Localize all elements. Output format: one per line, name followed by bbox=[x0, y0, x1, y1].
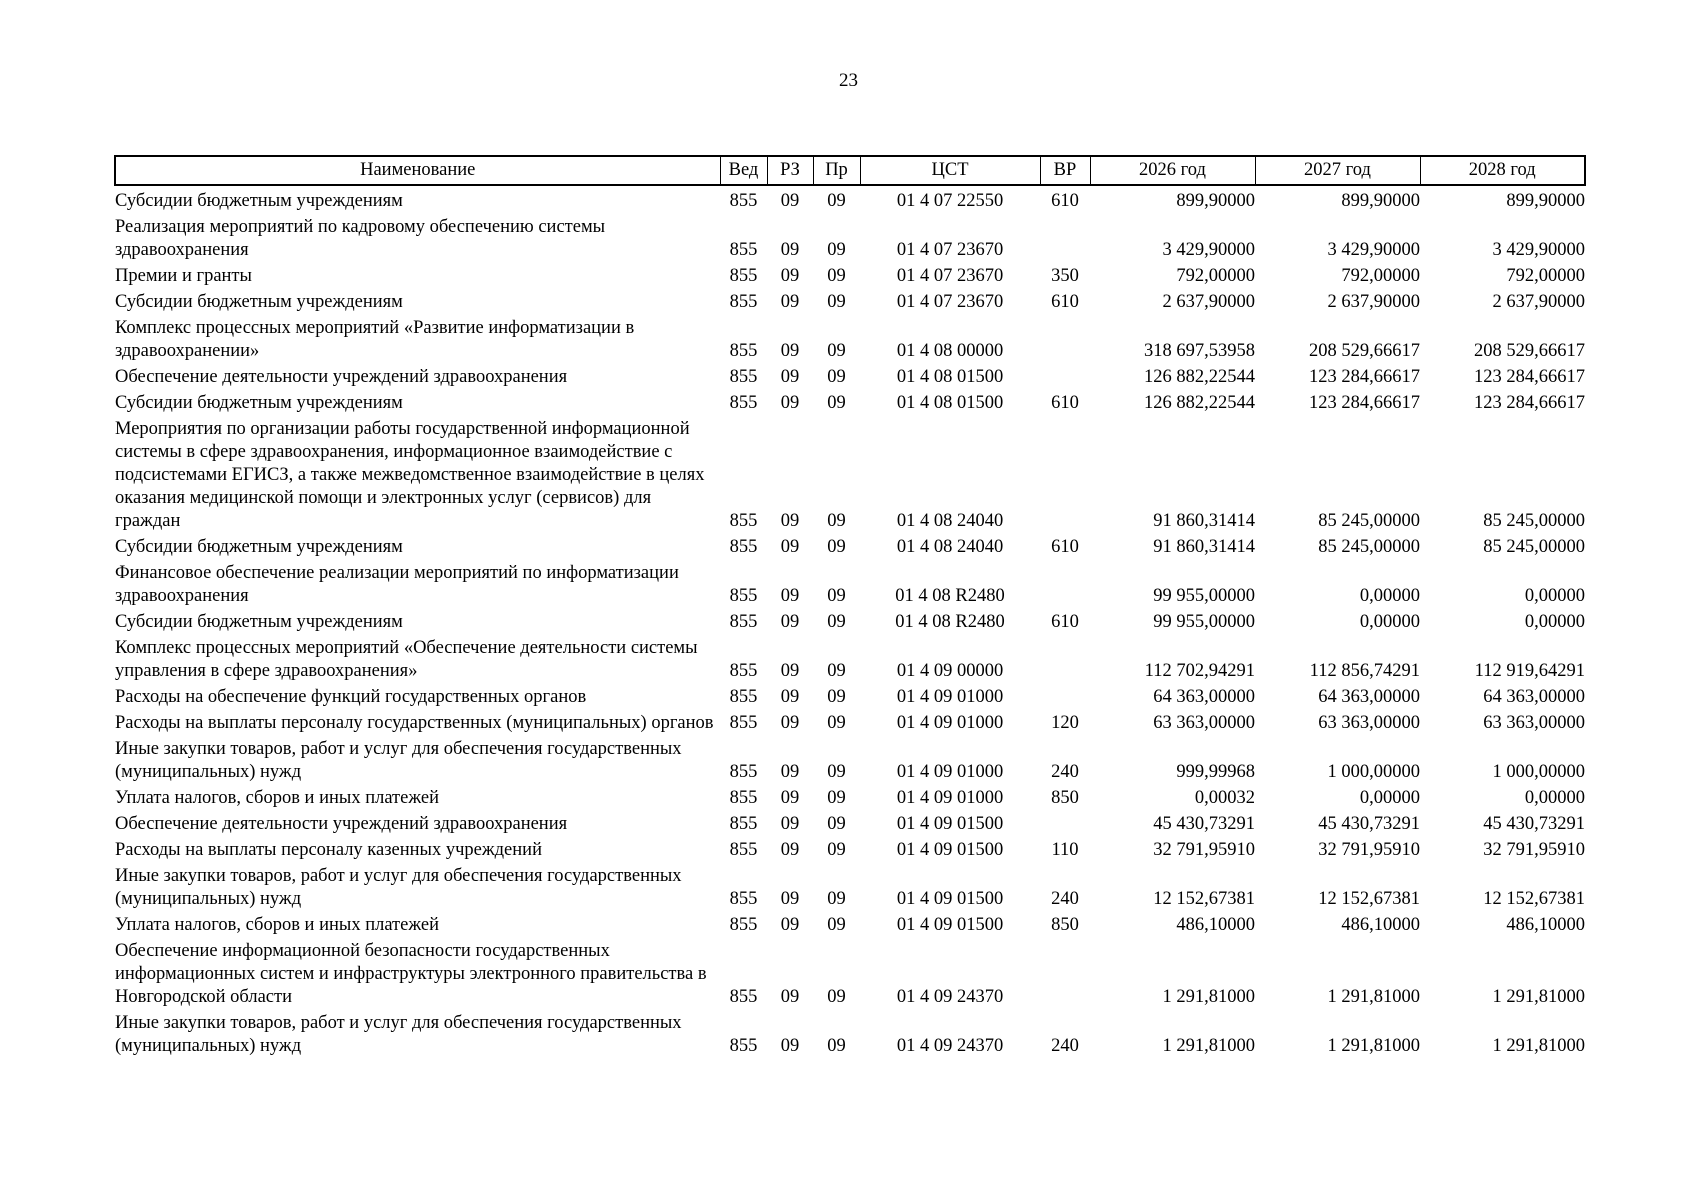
row-2027: 1 000,00000 bbox=[1327, 762, 1420, 782]
row-2027: 85 245,00000 bbox=[1318, 537, 1420, 557]
row-vr: 610 bbox=[1051, 393, 1079, 413]
row-pr: 09 bbox=[827, 762, 846, 782]
row-ved: 855 bbox=[729, 987, 758, 1007]
row-rz: 09 bbox=[780, 191, 800, 211]
row-2027: 63 363,00000 bbox=[1318, 713, 1420, 733]
row-rz: 09 bbox=[780, 687, 800, 707]
row-name: Субсидии бюджетным учреждениям bbox=[115, 537, 403, 557]
row-ved: 855 bbox=[729, 586, 758, 606]
row-ved: 855 bbox=[729, 292, 758, 312]
row-name: Расходы на обеспечение функций государственных органов bbox=[115, 687, 587, 707]
row-2026: 486,10000 bbox=[1176, 915, 1255, 935]
row-cst: 01 4 09 24370 bbox=[896, 987, 1004, 1007]
row-rz: 09 bbox=[780, 814, 800, 834]
header-2026: 2026 год bbox=[1090, 156, 1255, 185]
row-vr: 240 bbox=[1051, 1036, 1079, 1056]
row-2026: 99 955,00000 bbox=[1153, 612, 1255, 632]
header-name: Наименование bbox=[115, 156, 720, 185]
row-ved: 855 bbox=[729, 240, 758, 260]
table-row bbox=[115, 839, 1585, 865]
row-cst: 01 4 07 22550 bbox=[896, 191, 1004, 211]
row-vr: 240 bbox=[1051, 889, 1079, 909]
row-2028: 85 245,00000 bbox=[1483, 537, 1585, 557]
row-vr bbox=[1040, 940, 1090, 1012]
row-rz: 09 bbox=[780, 612, 800, 632]
header-2028: 2028 год bbox=[1420, 156, 1585, 185]
row-rz: 09 bbox=[780, 661, 800, 681]
row-2027: 0,00000 bbox=[1359, 586, 1420, 606]
row-vr: 850 bbox=[1051, 915, 1079, 935]
row-rz: 09 bbox=[780, 341, 800, 361]
row-pr: 09 bbox=[827, 687, 846, 707]
row-name: Реализация мероприятий по кадровому обеспечению системы здравоохранения bbox=[115, 217, 606, 260]
row-name: Премии и гранты bbox=[115, 266, 252, 286]
row-cst: 01 4 09 01000 bbox=[896, 762, 1004, 782]
header-cst: ЦСТ bbox=[860, 156, 1040, 185]
row-2028: 0,00000 bbox=[1524, 612, 1585, 632]
row-cst: 01 4 08 00000 bbox=[896, 341, 1004, 361]
row-name: Обеспечение деятельности учреждений здравоохранения bbox=[115, 367, 568, 387]
row-2027: 208 529,66617 bbox=[1309, 341, 1420, 361]
row-2028: 899,90000 bbox=[1506, 191, 1585, 211]
row-2027: 112 856,74291 bbox=[1309, 661, 1420, 681]
row-vr bbox=[1040, 317, 1090, 366]
row-cst: 01 4 09 01500 bbox=[896, 840, 1004, 860]
row-rz: 09 bbox=[780, 1036, 800, 1056]
table-row bbox=[115, 317, 1585, 366]
row-vr: 110 bbox=[1051, 840, 1079, 860]
row-cst: 01 4 09 01000 bbox=[896, 713, 1004, 733]
row-vr: 350 bbox=[1051, 266, 1079, 286]
row-2027: 0,00000 bbox=[1359, 612, 1420, 632]
row-pr: 09 bbox=[827, 788, 846, 808]
row-2028: 123 284,66617 bbox=[1474, 393, 1585, 413]
table-row bbox=[115, 865, 1585, 914]
table-row bbox=[115, 216, 1585, 265]
row-ved: 855 bbox=[729, 762, 758, 782]
row-vr bbox=[1040, 686, 1090, 712]
row-pr: 09 bbox=[827, 266, 846, 286]
row-cst: 01 4 09 24370 bbox=[896, 1036, 1004, 1056]
row-name: Субсидии бюджетным учреждениям bbox=[115, 292, 403, 312]
row-pr: 09 bbox=[827, 367, 846, 387]
row-ved: 855 bbox=[729, 266, 758, 286]
row-2027: 0,00000 bbox=[1359, 788, 1420, 808]
row-ved: 855 bbox=[729, 788, 758, 808]
row-ved: 855 bbox=[729, 687, 758, 707]
row-vr bbox=[1040, 418, 1090, 536]
header-2027: 2027 год bbox=[1255, 156, 1420, 185]
row-pr: 09 bbox=[827, 586, 846, 606]
row-2028: 0,00000 bbox=[1524, 586, 1585, 606]
row-rz: 09 bbox=[780, 266, 800, 286]
row-2026: 45 430,73291 bbox=[1153, 814, 1255, 834]
row-pr: 09 bbox=[827, 713, 846, 733]
row-2026: 99 955,00000 bbox=[1153, 586, 1255, 606]
row-name: Уплата налогов, сборов и иных платежей bbox=[115, 915, 440, 935]
table-row bbox=[115, 787, 1585, 813]
row-2028: 1 291,81000 bbox=[1492, 987, 1585, 1007]
row-2027: 12 152,67381 bbox=[1318, 889, 1420, 909]
row-rz: 09 bbox=[780, 713, 800, 733]
row-pr: 09 bbox=[827, 393, 846, 413]
row-ved: 855 bbox=[729, 537, 758, 557]
row-2026: 126 882,22544 bbox=[1144, 367, 1255, 387]
row-rz: 09 bbox=[780, 987, 800, 1007]
table-row bbox=[115, 813, 1585, 839]
table-row bbox=[115, 536, 1585, 562]
table-row bbox=[115, 738, 1585, 787]
row-cst: 01 4 09 01500 bbox=[896, 915, 1004, 935]
row-2028: 486,10000 bbox=[1506, 915, 1585, 935]
table-row bbox=[115, 418, 1585, 536]
row-ved: 855 bbox=[729, 341, 758, 361]
table-row bbox=[115, 637, 1585, 686]
row-rz: 09 bbox=[780, 586, 800, 606]
row-2026: 0,00032 bbox=[1194, 788, 1255, 808]
row-name: Обеспечение деятельности учреждений здравоохранения bbox=[115, 814, 568, 834]
row-2027: 792,00000 bbox=[1341, 266, 1420, 286]
row-ved: 855 bbox=[729, 393, 758, 413]
row-2026: 3 429,90000 bbox=[1162, 240, 1255, 260]
row-vr: 610 bbox=[1051, 537, 1079, 557]
row-pr: 09 bbox=[827, 341, 846, 361]
row-rz: 09 bbox=[780, 511, 800, 531]
row-cst: 01 4 07 23670 bbox=[896, 240, 1004, 260]
row-2028: 112 919,64291 bbox=[1474, 661, 1585, 681]
row-2027: 486,10000 bbox=[1341, 915, 1420, 935]
row-pr: 09 bbox=[827, 537, 846, 557]
row-pr: 09 bbox=[827, 612, 846, 632]
row-ved: 855 bbox=[729, 367, 758, 387]
row-name: Субсидии бюджетным учреждениям bbox=[115, 191, 403, 211]
row-name: Расходы на выплаты персоналу государственных (муниципальных) органов bbox=[115, 713, 714, 733]
row-ved: 855 bbox=[729, 889, 758, 909]
header-row bbox=[115, 156, 1585, 185]
header-ved: Вед bbox=[720, 156, 767, 185]
row-pr: 09 bbox=[827, 814, 846, 834]
row-name: Финансовое обеспечение реализации мероприятий по информатизации здравоохранения bbox=[115, 563, 679, 606]
row-rz: 09 bbox=[780, 915, 800, 935]
table-body bbox=[115, 185, 1585, 1061]
row-ved: 855 bbox=[729, 713, 758, 733]
row-2027: 123 284,66617 bbox=[1309, 367, 1420, 387]
row-cst: 01 4 09 01500 bbox=[896, 814, 1004, 834]
row-name: Комплекс процессных мероприятий «Развитие информатизации в здравоохранении» bbox=[115, 318, 635, 361]
row-2026: 12 152,67381 bbox=[1153, 889, 1255, 909]
table-row bbox=[115, 686, 1585, 712]
row-name: Субсидии бюджетным учреждениям bbox=[115, 612, 403, 632]
row-cst: 01 4 08 01500 bbox=[896, 393, 1004, 413]
row-2028: 32 791,95910 bbox=[1483, 840, 1585, 860]
row-2027: 85 245,00000 bbox=[1318, 511, 1420, 531]
row-2028: 3 429,90000 bbox=[1492, 240, 1585, 260]
row-rz: 09 bbox=[780, 537, 800, 557]
row-rz: 09 bbox=[780, 762, 800, 782]
table-row bbox=[115, 265, 1585, 291]
row-2028: 208 529,66617 bbox=[1474, 341, 1585, 361]
table-row bbox=[115, 712, 1585, 738]
table-row bbox=[115, 940, 1585, 1012]
row-2026: 91 860,31414 bbox=[1153, 537, 1255, 557]
row-2028: 45 430,73291 bbox=[1483, 814, 1585, 834]
row-2028: 64 363,00000 bbox=[1483, 687, 1585, 707]
row-pr: 09 bbox=[827, 240, 846, 260]
row-pr: 09 bbox=[827, 661, 846, 681]
row-pr: 09 bbox=[827, 889, 846, 909]
row-2027: 45 430,73291 bbox=[1318, 814, 1420, 834]
row-2027: 899,90000 bbox=[1341, 191, 1420, 211]
row-2026: 1 291,81000 bbox=[1162, 1036, 1255, 1056]
row-2026: 792,00000 bbox=[1176, 266, 1255, 286]
row-cst: 01 4 09 01000 bbox=[896, 788, 1004, 808]
row-name: Обеспечение информационной безопасности государственных информационных систем и инфраструктуры электронного правительства в Новгородской области bbox=[115, 941, 707, 1007]
row-rz: 09 bbox=[780, 292, 800, 312]
row-2028: 792,00000 bbox=[1506, 266, 1585, 286]
header-pr: Пр bbox=[813, 156, 860, 185]
row-rz: 09 bbox=[780, 240, 800, 260]
row-cst: 01 4 08 01500 bbox=[896, 367, 1004, 387]
row-rz: 09 bbox=[780, 840, 800, 860]
row-2026: 32 791,95910 bbox=[1153, 840, 1255, 860]
row-2027: 123 284,66617 bbox=[1309, 393, 1420, 413]
row-2028: 63 363,00000 bbox=[1483, 713, 1585, 733]
row-2027: 1 291,81000 bbox=[1327, 987, 1420, 1007]
row-rz: 09 bbox=[780, 788, 800, 808]
row-name: Иные закупки товаров, работ и услуг для обеспечения государственных (муниципальных) нужд bbox=[115, 866, 682, 909]
row-2028: 1 000,00000 bbox=[1492, 762, 1585, 782]
row-2026: 2 637,90000 bbox=[1162, 292, 1255, 312]
row-rz: 09 bbox=[780, 889, 800, 909]
row-vr: 610 bbox=[1051, 612, 1079, 632]
row-2026: 899,90000 bbox=[1176, 191, 1255, 211]
row-vr bbox=[1040, 366, 1090, 392]
row-2028: 2 637,90000 bbox=[1492, 292, 1585, 312]
header-rz: РЗ bbox=[767, 156, 813, 185]
row-name: Комплекс процессных мероприятий «Обеспечение деятельности системы управления в сфере здравоохранения» bbox=[115, 638, 698, 681]
row-2026: 1 291,81000 bbox=[1162, 987, 1255, 1007]
row-2028: 123 284,66617 bbox=[1474, 367, 1585, 387]
row-pr: 09 bbox=[827, 1036, 846, 1056]
table-row bbox=[115, 1012, 1585, 1061]
row-2028: 0,00000 bbox=[1524, 788, 1585, 808]
table-row bbox=[115, 392, 1585, 418]
row-name: Иные закупки товаров, работ и услуг для обеспечения государственных (муниципальных) нужд bbox=[115, 739, 682, 782]
row-2027: 32 791,95910 bbox=[1318, 840, 1420, 860]
budget-table bbox=[114, 155, 1586, 1061]
row-ved: 855 bbox=[729, 612, 758, 632]
table-row bbox=[115, 611, 1585, 637]
row-pr: 09 bbox=[827, 840, 846, 860]
row-cst: 01 4 07 23670 bbox=[896, 266, 1004, 286]
row-2028: 85 245,00000 bbox=[1483, 511, 1585, 531]
row-ved: 855 bbox=[729, 1036, 758, 1056]
row-pr: 09 bbox=[827, 915, 846, 935]
row-pr: 09 bbox=[827, 987, 846, 1007]
row-2026: 91 860,31414 bbox=[1153, 511, 1255, 531]
table-row bbox=[115, 366, 1585, 392]
table-row bbox=[115, 291, 1585, 317]
row-pr: 09 bbox=[827, 292, 846, 312]
row-2028: 12 152,67381 bbox=[1483, 889, 1585, 909]
table-header bbox=[115, 156, 1585, 185]
row-vr bbox=[1040, 637, 1090, 686]
row-2026: 64 363,00000 bbox=[1153, 687, 1255, 707]
row-vr: 240 bbox=[1051, 762, 1079, 782]
row-cst: 01 4 09 01500 bbox=[896, 889, 1004, 909]
table-row bbox=[115, 914, 1585, 940]
row-rz: 09 bbox=[780, 367, 800, 387]
row-name: Уплата налогов, сборов и иных платежей bbox=[115, 788, 440, 808]
row-ved: 855 bbox=[729, 661, 758, 681]
row-2026: 126 882,22544 bbox=[1144, 393, 1255, 413]
row-2027: 2 637,90000 bbox=[1327, 292, 1420, 312]
row-name: Иные закупки товаров, работ и услуг для обеспечения государственных (муниципальных) нужд bbox=[115, 1013, 682, 1056]
row-cst: 01 4 08 24040 bbox=[896, 511, 1004, 531]
table-row bbox=[115, 185, 1585, 216]
row-2026: 999,99968 bbox=[1176, 762, 1255, 782]
table-row bbox=[115, 562, 1585, 611]
row-2027: 64 363,00000 bbox=[1318, 687, 1420, 707]
row-vr bbox=[1040, 216, 1090, 265]
row-vr bbox=[1040, 813, 1090, 839]
row-vr: 120 bbox=[1051, 713, 1079, 733]
row-ved: 855 bbox=[729, 915, 758, 935]
header-vr: ВР bbox=[1040, 156, 1090, 185]
row-name: Субсидии бюджетным учреждениям bbox=[115, 393, 403, 413]
row-2026: 112 702,94291 bbox=[1144, 661, 1255, 681]
row-2028: 1 291,81000 bbox=[1492, 1036, 1585, 1056]
row-pr: 09 bbox=[827, 191, 846, 211]
row-pr: 09 bbox=[827, 511, 846, 531]
row-vr: 610 bbox=[1051, 292, 1079, 312]
row-cst: 01 4 08 24040 bbox=[896, 537, 1004, 557]
row-vr bbox=[1040, 562, 1090, 611]
row-cst: 01 4 09 01000 bbox=[896, 687, 1004, 707]
row-ved: 855 bbox=[729, 840, 758, 860]
row-cst: 01 4 09 00000 bbox=[896, 661, 1004, 681]
row-2027: 3 429,90000 bbox=[1327, 240, 1420, 260]
page-number: 23 bbox=[839, 70, 858, 91]
row-vr: 610 bbox=[1051, 191, 1079, 211]
row-ved: 855 bbox=[729, 511, 758, 531]
row-rz: 09 bbox=[780, 393, 800, 413]
row-name: Мероприятия по организации работы государственной информационной системы в сфере здравоохранения, информационное взаимодействие с подсистемами ЕГИСЗ, а также межведомственное взаимодействие в целях оказания медицинской помощи и электронных услуг (сервисов) для граждан bbox=[115, 419, 705, 531]
row-ved: 855 bbox=[729, 814, 758, 834]
row-cst: 01 4 07 23670 bbox=[896, 292, 1004, 312]
row-2027: 1 291,81000 bbox=[1327, 1036, 1420, 1056]
row-ved: 855 bbox=[729, 191, 758, 211]
row-name: Расходы на выплаты персоналу казенных учреждений bbox=[115, 840, 542, 860]
row-2026: 63 363,00000 bbox=[1153, 713, 1255, 733]
row-cst: 01 4 08 R2480 bbox=[895, 612, 1005, 632]
row-cst: 01 4 08 R2480 bbox=[895, 586, 1005, 606]
row-vr: 850 bbox=[1051, 788, 1079, 808]
row-2026: 318 697,53958 bbox=[1144, 341, 1255, 361]
